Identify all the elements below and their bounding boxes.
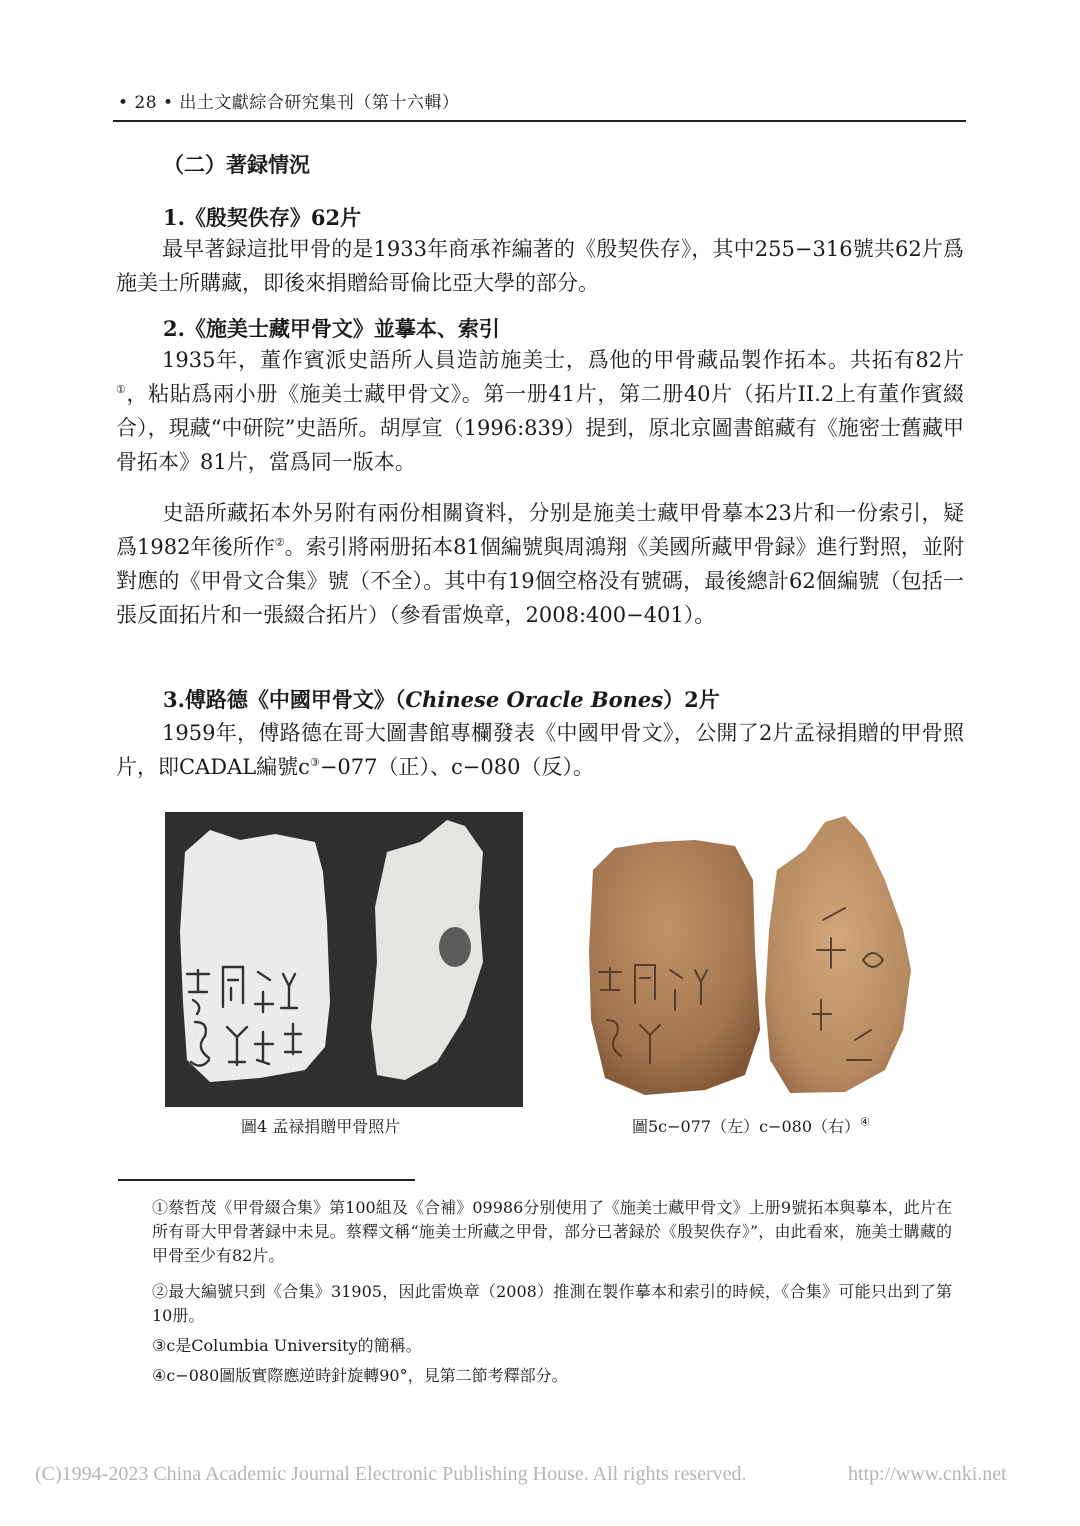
item-2-p2-text-b: 。索引將兩册拓本81個編號與周鴻翔《美國所藏甲骨録》進行對照，並附對應的《甲骨文合集》號（不全）。其中有19個空格没有號碼，最後總計62個編號（包括一張反面拓片和一張綴合拓片）（參看雷焕章，2008:400−401）。 [116, 535, 964, 627]
running-header: • 28 • 出土文獻綜合研究集刊（第十六輯） [118, 93, 460, 113]
copyright-footer [35, 1463, 1045, 1486]
item-2-p2-text-a: 史語所藏拓本外另附有兩份相關資料，分别是施美士藏甲骨摹本23片和一份索引，疑爲1982年後所作 [116, 501, 964, 559]
bone-right-color [765, 816, 911, 1093]
item-1-text: 最早著録這批甲骨的是1933年商承祚編著的《殷契佚存》，其中255−316號共62片爲施美士所購藏，即後來捐贈給哥倫比亞大學的部分。 [116, 237, 964, 295]
copyright-text: (C)1994-2023 China Academic Journal Electronic Publishing House. All rights reserved. [35, 1463, 747, 1485]
figure-5-caption-text: 圖5c−077（左）c−080（右） [632, 1117, 860, 1136]
section-title: （二）著録情況 [163, 152, 310, 177]
cnki-link[interactable]: http://www.cnki.net [848, 1463, 1007, 1485]
figure-5-photo [585, 810, 920, 1110]
item-2-p1-text-a: 1935年，董作賓派史語所人員造訪施美士，爲他的甲骨藏品製作拓本。共拓有82片 [162, 348, 964, 372]
item-3-paragraph [116, 716, 964, 784]
item-3-heading-b: ）2片 [663, 687, 720, 712]
item-1-paragraph [116, 232, 964, 300]
footnote-ref-3[interactable]: ③ [309, 756, 320, 769]
footnote-2: ②最大編號只到《合集》31905，因此雷焕章（2008）推測在製作摹本和索引的時候，《合集》可能只出到了第10册。 [152, 1282, 952, 1325]
item-2-paragraph-1 [116, 343, 964, 479]
item-3-heading-a: 3.傅路德《中國甲骨文》（ [163, 687, 406, 712]
footnote-rule [118, 1179, 415, 1181]
bone-left-color [589, 840, 760, 1095]
footnote-1: ①蔡哲茂《甲骨綴合集》第100組及《合補》09986分别使用了《施美士藏甲骨文》上册9號拓本與摹本，此片在所有哥大甲骨著録中未見。蔡釋文稱“施美士所藏之甲骨，部分已著録於《殷契佚存》”，由此看來，施美士購藏的甲骨至少有82片。 [152, 1198, 952, 1265]
item-2-paragraph-2 [116, 496, 964, 632]
item-3-text-b: −077（正）、c−080（反）。 [319, 755, 594, 779]
footnote-ref-2[interactable]: ② [274, 536, 285, 549]
item-2-heading: 2.《施美士藏甲骨文》並摹本、索引 [163, 316, 500, 341]
figure-4-photo [165, 812, 523, 1107]
item-3-heading [163, 684, 720, 714]
item-1-heading: 1.《殷契佚存》62片 [163, 205, 362, 230]
footnote-ref-1[interactable]: ① [116, 383, 127, 396]
header-rule [113, 120, 966, 122]
item-2-p1-text-b: ，粘貼爲兩小册《施美士藏甲骨文》。第一册41片，第二册40片（拓片II.2上有董作賓綴合），現藏“中研院”史語所。胡厚宣（1996:839）提到，原北京圖書館藏有《施密士舊藏甲骨拓本》81片，當爲同一版本。 [116, 382, 964, 474]
figure-5-caption [632, 1114, 870, 1137]
item-3-text-a: 1959年，傅路德在哥大圖書館專欄發表《中國甲骨文》，公開了2片孟禄捐贈的甲骨照片，即CADAL編號c [116, 721, 964, 779]
footnote-3: ③c是Columbia University的簡稱。 [152, 1336, 422, 1355]
item-3-heading-en: Chinese Oracle Bones [405, 687, 664, 712]
figure-4-caption: 圖4 孟禄捐贈甲骨照片 [241, 1117, 401, 1136]
footnote-ref-4[interactable]: ④ [860, 1115, 870, 1129]
footnote-4: ④c−080圖版實際應逆時針旋轉90°，見第二節考釋部分。 [152, 1366, 568, 1385]
